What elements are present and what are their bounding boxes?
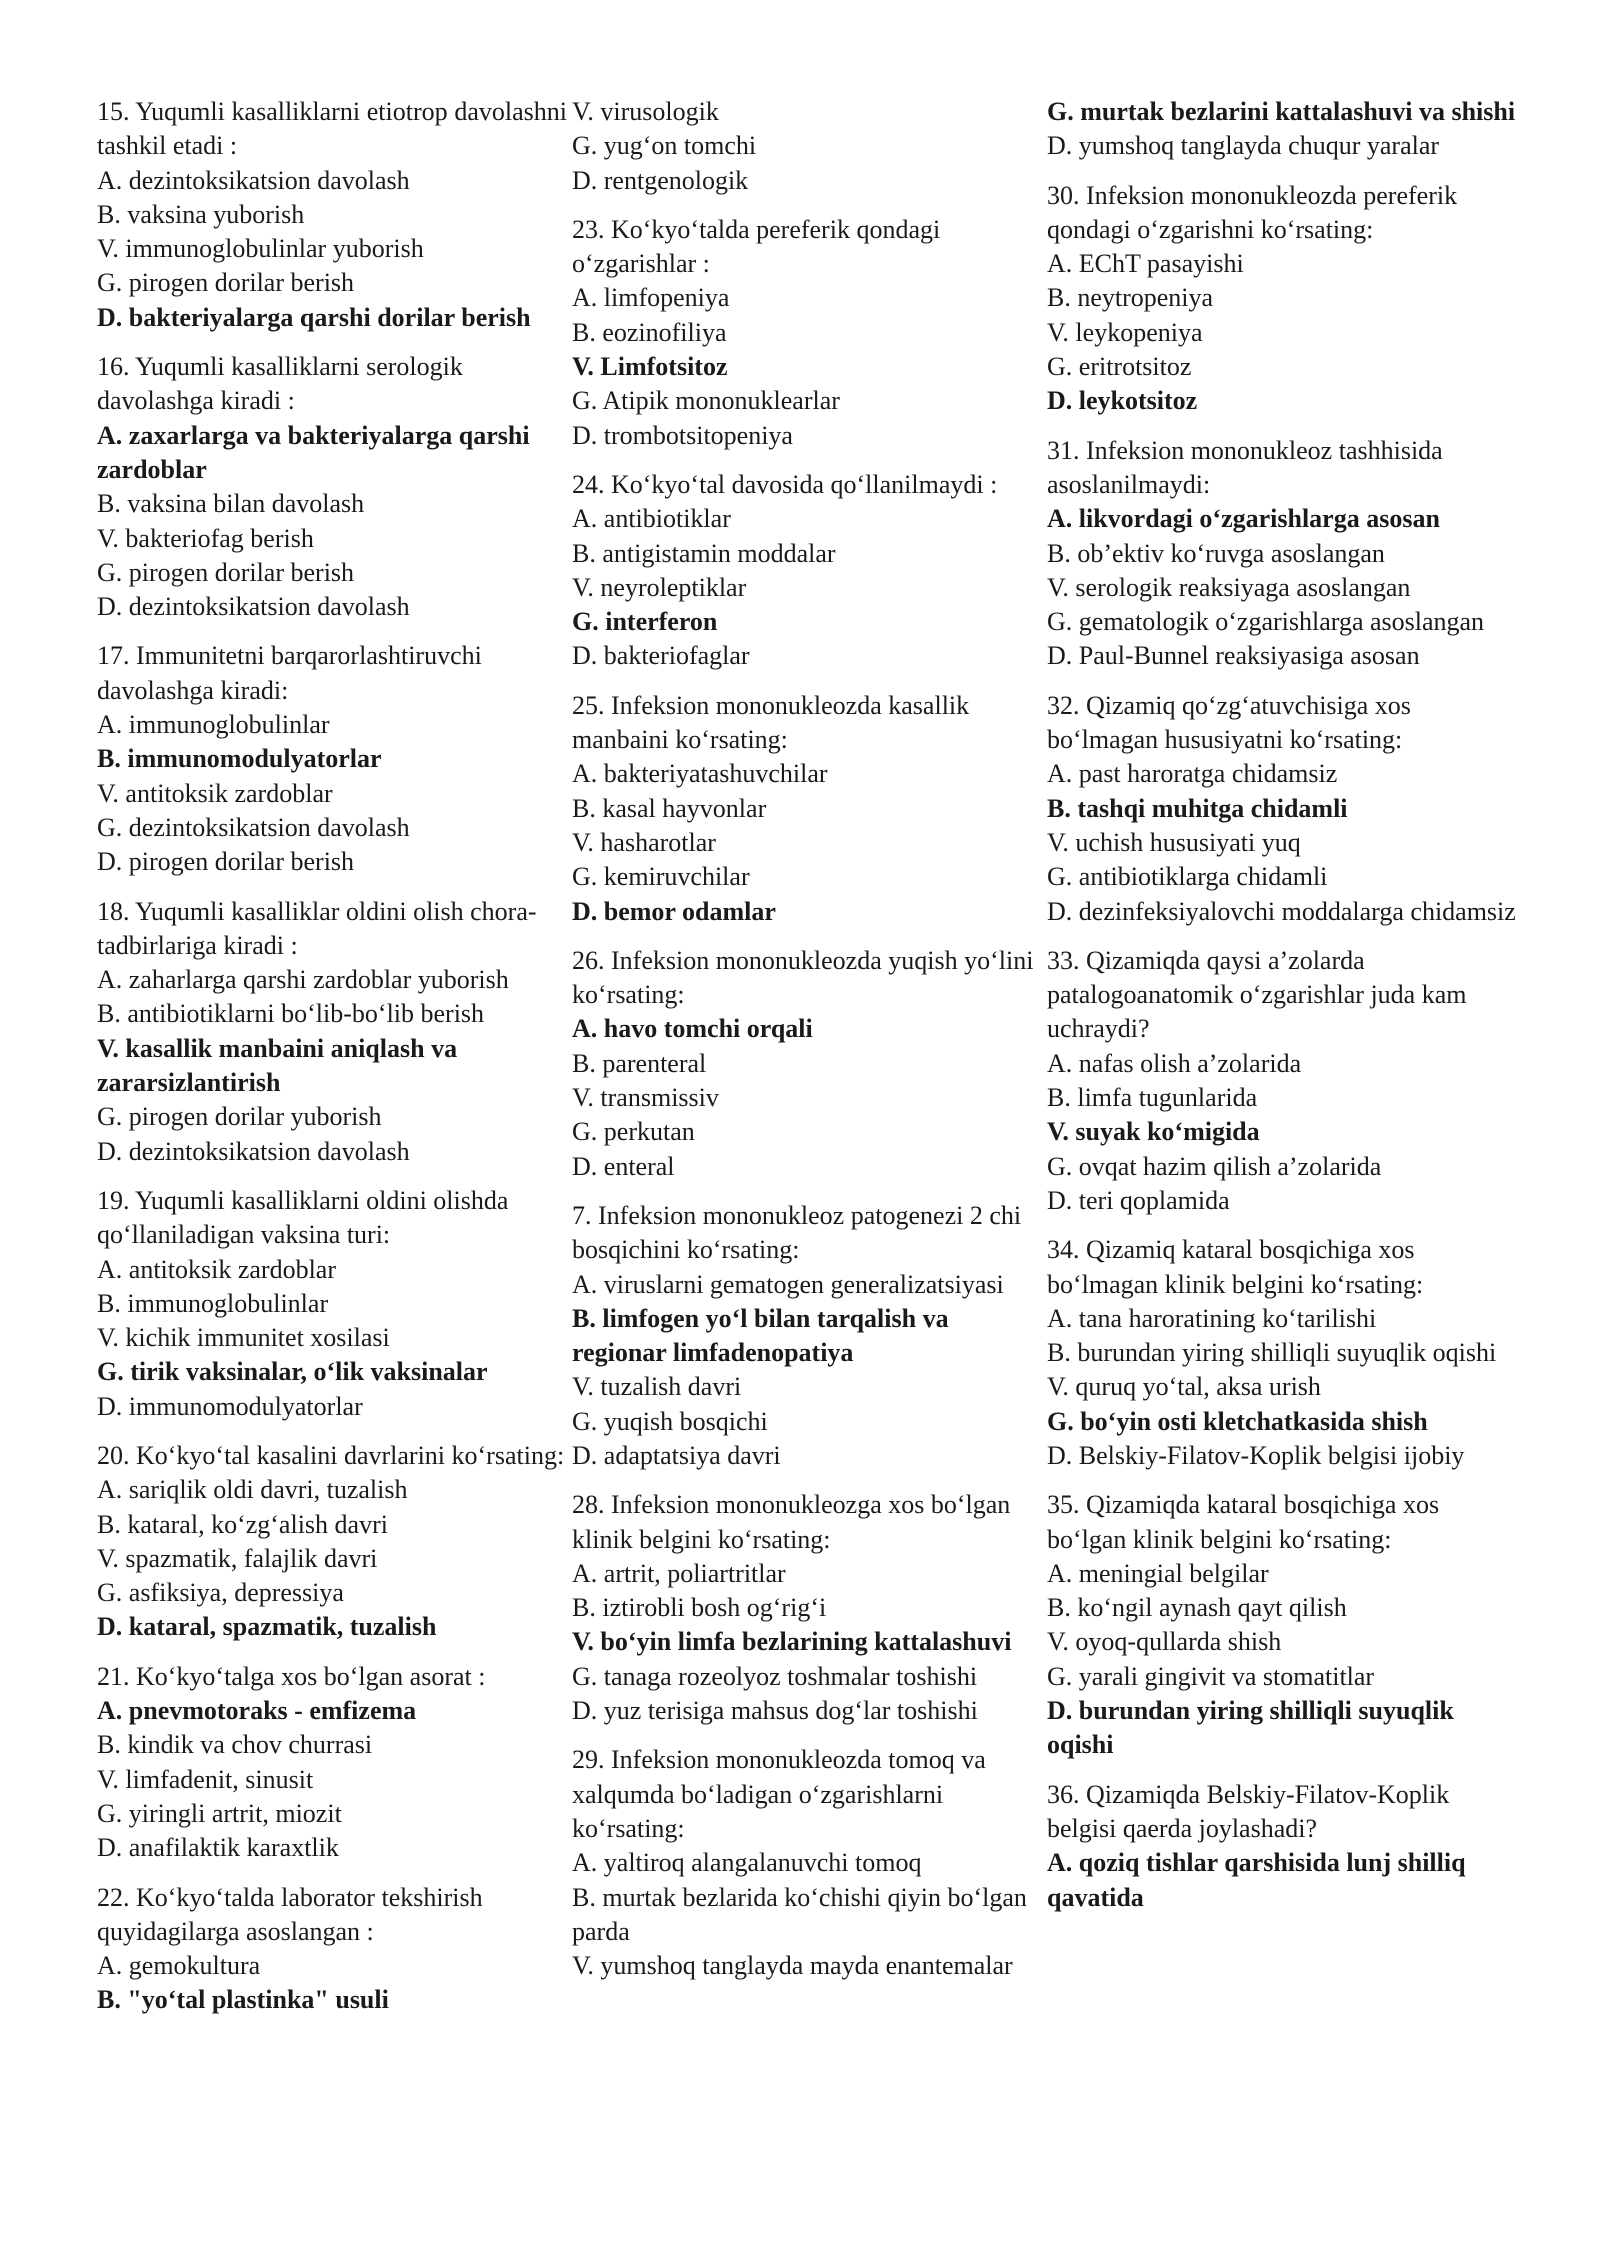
answer-option: D. bakteriofaglar [572, 641, 750, 671]
answer-option-correct: D. leykotsitoz [1047, 386, 1198, 416]
answer-option-correct: B. tashqi muhitga chidamli [1047, 793, 1348, 823]
question-block [97, 895, 567, 1169]
answer-option: D. yumshoq tanglayda chuqur yaralar [1047, 131, 1440, 161]
answer-option: V. transmissiv [572, 1083, 719, 1113]
answer-option: G. antibiotiklarga chidamli [1047, 862, 1328, 892]
answer-options [572, 1557, 1042, 1728]
answer-option: B. kindik va chov churrasi [97, 1730, 373, 1760]
question-text: 32. Qizamiq qo‘zg‘atuvchisiga xos bo‘lmagan hususiyatni ko‘rsating: [1047, 690, 1411, 755]
answer-option: G. Atipik mononuklearlar [572, 386, 840, 416]
answer-option: D. dezintoksikatsion davolash [97, 592, 410, 622]
answer-option: V. hasharotlar [572, 827, 716, 857]
answer-option: B. eozinofiliya [572, 317, 727, 347]
answer-option: A. meningial belgilar [1047, 1558, 1269, 1588]
answer-option: B. burundan yiring shilliqli suyuqlik oqishi [1047, 1338, 1497, 1368]
answer-option: V. quruq yo‘tal, aksa urish [1047, 1372, 1321, 1402]
answer-options [1047, 1846, 1517, 1915]
answer-option: A. viruslarni gematogen generalizatsiyasi [572, 1269, 1004, 1299]
answer-option-correct: G. tirik vaksinalar, o‘lik vaksinalar [97, 1357, 488, 1387]
answer-option: V. spazmatik, falajlik davri [97, 1543, 378, 1573]
answer-option: B. murtak bezlarida ko‘chishi qiyin bo‘lgan parda [572, 1882, 1027, 1946]
answer-option: V. tuzalish davri [572, 1372, 742, 1402]
answer-option-correct: A. likvordagi o‘zgarishlarga asosan [1047, 504, 1440, 534]
continued-options [572, 95, 1042, 198]
column-1 [97, 95, 567, 2033]
question-text: 24. Ko‘kyo‘tal davosida qo‘llanilmaydi : [572, 469, 998, 499]
answer-option: A. antibiotiklar [572, 504, 731, 534]
answer-option: B. iztirobli bosh og‘rig‘i [572, 1593, 827, 1623]
answer-options [97, 164, 567, 335]
question-block [572, 213, 1042, 453]
answer-option: A. antitoksik zardoblar [97, 1254, 336, 1284]
answer-option: D. Paul-Bunnel reaksiyasiga asosan [1047, 641, 1420, 671]
answer-option: A. gemokultura [97, 1951, 261, 1981]
answer-option: V. immunoglobulinlar yuborish [97, 234, 424, 264]
answer-option: V. serologik reaksiyaga asoslangan [1047, 572, 1411, 602]
question-text: 16. Yuqumli kasalliklarni serologik davolashga kiradi : [97, 352, 463, 416]
question-block [97, 1660, 567, 1866]
question-block [1047, 689, 1517, 929]
answer-option-correct: V. Limfotsitoz [572, 352, 728, 382]
answer-option-correct: A. havo tomchi orqali [572, 1014, 813, 1044]
answer-option: V. neyroleptiklar [572, 572, 747, 602]
answer-option: B. parenteral [572, 1048, 707, 1078]
answer-option: B. kataral, ko‘zg‘alish davri [97, 1509, 388, 1539]
answer-option: D. yuz terisiga mahsus dog‘lar toshishi [572, 1696, 978, 1726]
answer-option: G. perkutan [572, 1117, 695, 1147]
question-text: 35. Qizamiqda kataral bosqichiga xos bo‘lgan klinik belgini ko‘rsating: [1047, 1490, 1440, 1554]
answer-option-correct: D. kataral, spazmatik, tuzalish [97, 1612, 437, 1642]
answer-options [1047, 757, 1517, 928]
answer-option: D. dezintoksikatsion davolash [97, 1136, 410, 1166]
answer-option: G. pirogen dorilar berish [97, 557, 355, 587]
question-block [1047, 179, 1517, 419]
answer-option: A. yaltiroq alangalanuvchi tomoq [572, 1848, 922, 1878]
answer-option-correct: G. murtak bezlarini kattalashuvi va shishi [1047, 97, 1516, 126]
question-text: 26. Infeksion mononukleozda yuqish yo‘lini ko‘rsating: [572, 945, 1034, 1010]
answer-option: B. antigistamin moddalar [572, 538, 836, 568]
question-text: 20. Ko‘kyo‘tal kasalini davrlarini ko‘rsating: [97, 1440, 565, 1470]
answer-option: D. adaptatsiya davri [572, 1440, 781, 1470]
answer-options [97, 1473, 567, 1644]
answer-option: B. antibiotiklarni bo‘lib-bo‘lib berish [97, 999, 485, 1029]
question-block [97, 95, 567, 335]
test-page [97, 95, 1517, 2245]
answer-options [97, 708, 567, 879]
answer-options [572, 1268, 1042, 1474]
question-block [97, 350, 567, 624]
answer-options [572, 1012, 1042, 1183]
answer-option: V. bakteriofag berish [97, 523, 314, 553]
answer-options [97, 419, 567, 625]
answer-option: B. limfa tugunlarida [1047, 1083, 1258, 1113]
answer-option: B. vaksina yuborish [97, 199, 305, 229]
answer-option: B. neytropeniya [1047, 283, 1214, 313]
answer-option-correct: D. bemor odamlar [572, 896, 776, 926]
answer-option: D. Belskiy-Filatov-Koplik belgisi ijobiy [1047, 1440, 1465, 1470]
question-block [572, 468, 1042, 674]
question-block [572, 1199, 1042, 1473]
answer-option: G. eritrotsitoz [1047, 352, 1192, 382]
answer-options [97, 963, 567, 1169]
answer-option: V. antitoksik zardoblar [97, 778, 333, 808]
question-block [97, 1184, 567, 1424]
question-block [1047, 944, 1517, 1218]
answer-option: A. EChT pasayishi [1047, 249, 1244, 279]
question-text: 22. Ko‘kyo‘talda laborator tekshirish quyidagilarga asoslangan : [97, 1882, 483, 1946]
answer-option: G. ovqat hazim qilish a’zolarida [1047, 1151, 1382, 1181]
question-block [572, 944, 1042, 1184]
answer-option-correct: V. kasallik manbaini aniqlash va zararsizlantirish [97, 1033, 458, 1098]
answer-option-correct: G. interferon [572, 607, 718, 637]
answer-option: V. leykopeniya [1047, 317, 1203, 347]
question-block [1047, 1488, 1517, 1762]
question-block [1047, 434, 1517, 674]
answer-option: G. gematologik o‘zgarishlarga asoslangan [1047, 607, 1485, 637]
answer-option: G. pirogen dorilar berish [97, 268, 355, 298]
answer-option: D. dezinfeksiyalovchi moddalarga chidamsiz [1047, 896, 1516, 926]
answer-option: A. past haroratga chidamsiz [1047, 759, 1338, 789]
answer-option: D. pirogen dorilar berish [97, 847, 355, 877]
question-text: 34. Qizamiq kataral bosqichiga xos bo‘lmagan klinik belgini ko‘rsating: [1047, 1235, 1424, 1299]
answer-options [572, 281, 1042, 452]
answer-option: A. bakteriyatashuvchilar [572, 759, 828, 789]
answer-option: A. immunoglobulinlar [97, 710, 330, 740]
column-2 [572, 95, 1042, 1998]
question-block [97, 1881, 567, 2018]
answer-options [1047, 1302, 1517, 1473]
answer-options [1047, 1557, 1517, 1763]
answer-option: G. yarali gingivit va stomatitlar [1047, 1661, 1375, 1691]
question-text: 25. Infeksion mononukleozda kasallik manbaini ko‘rsating: [572, 690, 970, 755]
answer-option: B. ko‘ngil aynash qayt qilish [1047, 1593, 1347, 1623]
continued-options [1047, 95, 1517, 164]
answer-option: G. asfiksiya, depressiya [97, 1578, 344, 1608]
answer-options [572, 1846, 1042, 1983]
question-block [572, 1488, 1042, 1728]
answer-option-correct: A. qoziq tishlar qarshisida lunj shilliq qavatida [1047, 1848, 1466, 1912]
question-text: 15. Yuqumli kasalliklarni etiotrop davolashni tashkil etadi : [97, 97, 567, 161]
answer-option: G. tanaga rozeolyoz toshmalar toshishi [572, 1661, 978, 1691]
answer-option: D. rentgenologik [572, 165, 749, 195]
question-text: 17. Immunitetni barqarorlashtiruvchi davolashga kiradi: [97, 641, 482, 705]
question-text: 21. Ko‘kyo‘talga xos bo‘lgan asorat : [97, 1661, 486, 1691]
answer-option: V. uchish hususiyati yuq [1047, 827, 1301, 857]
answer-option: G. kemiruvchilar [572, 862, 750, 892]
answer-option: V. limfadenit, sinusit [97, 1764, 314, 1794]
answer-option: A. dezintoksikatsion davolash [97, 165, 410, 195]
answer-option: B. kasal hayvonlar [572, 793, 767, 823]
answer-options [97, 1694, 567, 1865]
answer-options [1047, 247, 1517, 418]
answer-option-correct: B. immunomodulyatorlar [97, 744, 382, 774]
answer-option: B. immunoglobulinlar [97, 1288, 329, 1318]
question-text: 23. Ko‘kyo‘talda pereferik qondagi o‘zgarishlar : [572, 214, 941, 279]
answer-option: V. oyoq-qullarda shish [1047, 1627, 1282, 1657]
answer-option: G. yuqish bosqichi [572, 1406, 768, 1436]
question-block [1047, 1778, 1517, 1915]
answer-option: A. zaharlarga qarshi zardoblar yuborish [97, 965, 509, 995]
answer-option: D. trombotsitopeniya [572, 420, 793, 450]
question-text: 29. Infeksion mononukleozda tomoq va xalqumda bo‘ladigan o‘zgarishlarni ko‘rsating: [572, 1745, 986, 1843]
answer-option-correct: B. "yo‘tal plastinka" usuli [97, 1985, 389, 2015]
answer-option-correct: D. burundan yiring shilliqli suyuqlik oqishi [1047, 1696, 1454, 1760]
question-text: 36. Qizamiqda Belskiy-Filatov-Koplik belgisi qaerda joylashadi? [1047, 1779, 1450, 1843]
answer-option: A. nafas olish a’zolarida [1047, 1048, 1302, 1078]
answer-option: A. tana haroratining ko‘tarilishi [1047, 1303, 1377, 1333]
answer-option-correct: G. bo‘yin osti kletchatkasida shish [1047, 1406, 1428, 1436]
answer-option: A. artrit, poliartritlar [572, 1558, 786, 1588]
answer-option: D. anafilaktik karaxtlik [97, 1833, 339, 1863]
question-text: 7. Infeksion mononukleoz patogenezi 2 chi bosqichini ko‘rsating: [572, 1200, 1022, 1265]
answer-options [572, 502, 1042, 673]
answer-option: A. limfopeniya [572, 283, 730, 313]
question-block [572, 689, 1042, 929]
answer-option: G. dezintoksikatsion davolash [97, 812, 410, 842]
question-text: 19. Yuqumli kasalliklarni oldini olishda qo‘llaniladigan vaksina turi: [97, 1185, 509, 1250]
answer-option: V. virusologik [572, 97, 719, 126]
answer-option: V. yumshoq tanglayda mayda enantemalar [572, 1951, 1013, 1981]
answer-options [1047, 502, 1517, 673]
question-text: 18. Yuqumli kasalliklar oldini olish chora-tadbirlariga kiradi : [97, 896, 537, 960]
question-text: 28. Infeksion mononukleozga xos bo‘lgan klinik belgini ko‘rsating: [572, 1490, 1011, 1554]
answer-options [572, 757, 1042, 928]
question-block [97, 1439, 567, 1645]
answer-option: B. vaksina bilan davolash [97, 489, 365, 519]
question-text: 33. Qizamiqda qaysi a’zolarda patalogoanatomik o‘zgarishlar juda kam uchraydi? [1047, 945, 1467, 1044]
answer-option: G. pirogen dorilar yuborish [97, 1102, 382, 1132]
answer-option: D. teri qoplamida [1047, 1185, 1230, 1215]
column-3 [1047, 95, 1517, 1930]
question-block [1047, 1233, 1517, 1473]
answer-option: D. immunomodulyatorlar [97, 1391, 363, 1421]
question-block [97, 639, 567, 879]
answer-option: V. kichik immunitet xosilasi [97, 1323, 390, 1353]
answer-option-correct: V. suyak ko‘migida [1047, 1117, 1260, 1147]
answer-option: B. ob’ektiv ko‘ruvga asoslangan [1047, 538, 1385, 568]
answer-option: A. sariqlik oldi davri, tuzalish [97, 1475, 408, 1505]
question-block [572, 1743, 1042, 1983]
answer-option-correct: B. limfogen yo‘l bilan tarqalish va regionar limfadenopatiya [572, 1303, 949, 1368]
answer-options [97, 1949, 567, 2018]
answer-option-correct: A. zaxarlarga va bakteriyalarga qarshi zardoblar [97, 420, 530, 484]
answer-option-correct: V. bo‘yin limfa bezlarining kattalashuvi [572, 1627, 1012, 1657]
answer-option: G. yug‘on tomchi [572, 131, 757, 161]
answer-option: D. enteral [572, 1151, 675, 1181]
question-text: 30. Infeksion mononukleozda pereferik qondagi o‘zgarishni ko‘rsating: [1047, 180, 1458, 244]
answer-option: G. yiringli artrit, miozit [97, 1798, 342, 1828]
answer-option-correct: A. pnevmotoraks - emfizema [97, 1696, 417, 1726]
answer-options [97, 1253, 567, 1424]
question-text: 31. Infeksion mononukleoz tashhisida asoslanilmaydi: [1047, 435, 1443, 499]
answer-option-correct: D. bakteriyalarga qarshi dorilar berish [97, 302, 531, 332]
answer-options [1047, 1047, 1517, 1218]
